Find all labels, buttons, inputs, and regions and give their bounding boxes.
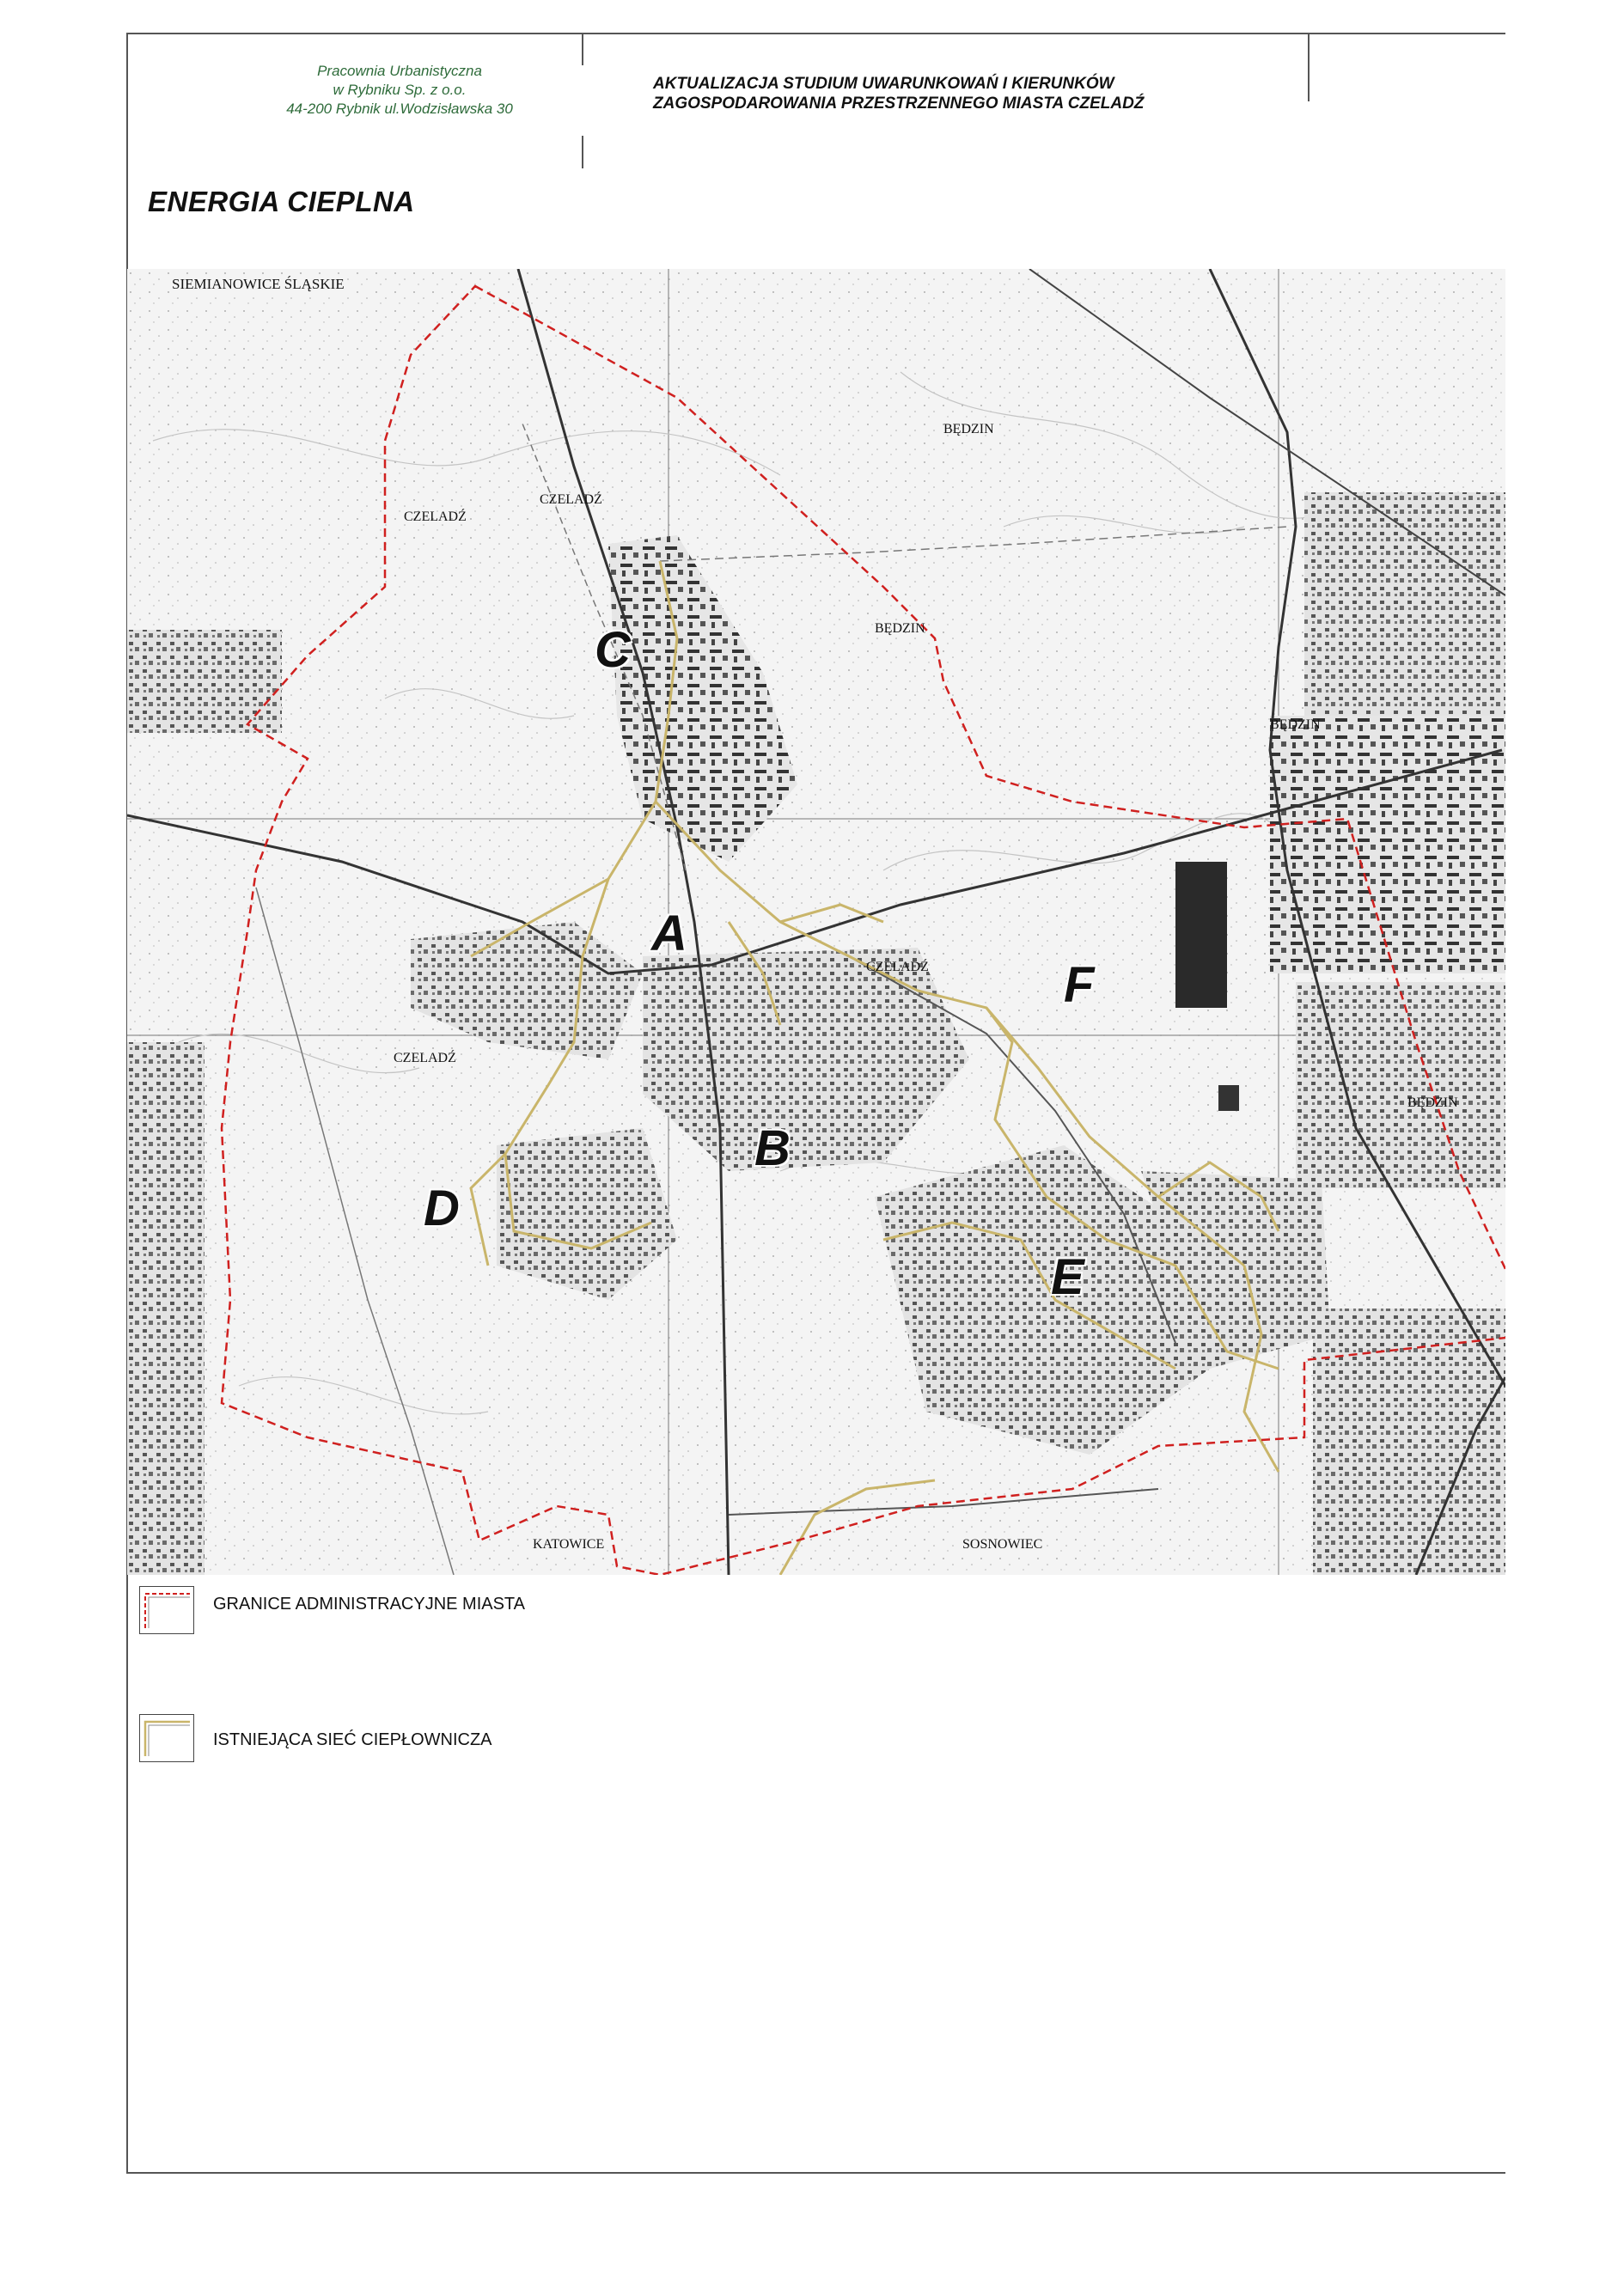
sheet-title: ENERGIA CIEPLNA <box>148 186 415 217</box>
zone-label-e: E <box>1051 1249 1084 1305</box>
frame-bottom-border <box>126 2172 1505 2174</box>
legend-swatch-heating-network <box>139 1714 194 1762</box>
legend-label-boundary: GRANICE ADMINISTRACYJNE MIASTA <box>213 1595 526 1614</box>
label-czeladz-c: CZELADŹ <box>866 960 929 974</box>
label-siemianowice: SIEMIANOWICE ŚLĄSKIE <box>172 276 345 292</box>
label-czeladz-n: CZELADŹ <box>540 492 602 507</box>
label-bedzin-mid: BĘDZIN <box>875 621 925 636</box>
firm-address-block <box>258 62 541 119</box>
zone-label-b: B <box>754 1120 791 1176</box>
document-title-line2: ZAGOSPODAROWANIA PRZESTRZENNEGO MIASTA CZELADŹ <box>653 95 1145 113</box>
legend-label-heating-network: ISTNIEJĄCA SIEĆ CIEPŁOWNICZA <box>213 1730 492 1749</box>
map-panel <box>127 269 1505 1575</box>
label-sosnowiec: SOSNOWIEC <box>962 1537 1043 1552</box>
label-czeladz-nw: CZELADŹ <box>404 509 467 524</box>
firm-street: 44-200 Rybnik ul.Wodzisławska 30 <box>286 101 513 117</box>
zone-label-c: C <box>595 622 631 678</box>
label-czeladz-w: CZELADŹ <box>394 1051 456 1065</box>
label-bedzin-se: BĘDZIN <box>1407 1095 1458 1110</box>
header-divider-right <box>1308 34 1310 101</box>
frame-top-border <box>126 33 1505 34</box>
firm-city: w Rybniku Sp. z o.o. <box>333 82 467 98</box>
label-bedzin-e: BĘDZIN <box>1270 717 1321 732</box>
label-bedzin-n: BĘDZIN <box>943 422 994 436</box>
zone-label-a: A <box>651 906 687 961</box>
zone-label-d: D <box>424 1181 460 1236</box>
header-divider-left <box>582 34 583 65</box>
zone-label-f: F <box>1064 957 1095 1013</box>
firm-name: Pracownia Urbanistyczna <box>317 63 482 79</box>
document-title-line1: AKTUALIZACJA STUDIUM UWARUNKOWAŃ I KIERUNKÓW <box>653 75 1114 93</box>
label-katowice: KATOWICE <box>533 1537 605 1552</box>
legend-swatch-boundary <box>139 1586 194 1634</box>
header-divider-left-lower <box>582 136 583 168</box>
document-title <box>653 74 1144 113</box>
